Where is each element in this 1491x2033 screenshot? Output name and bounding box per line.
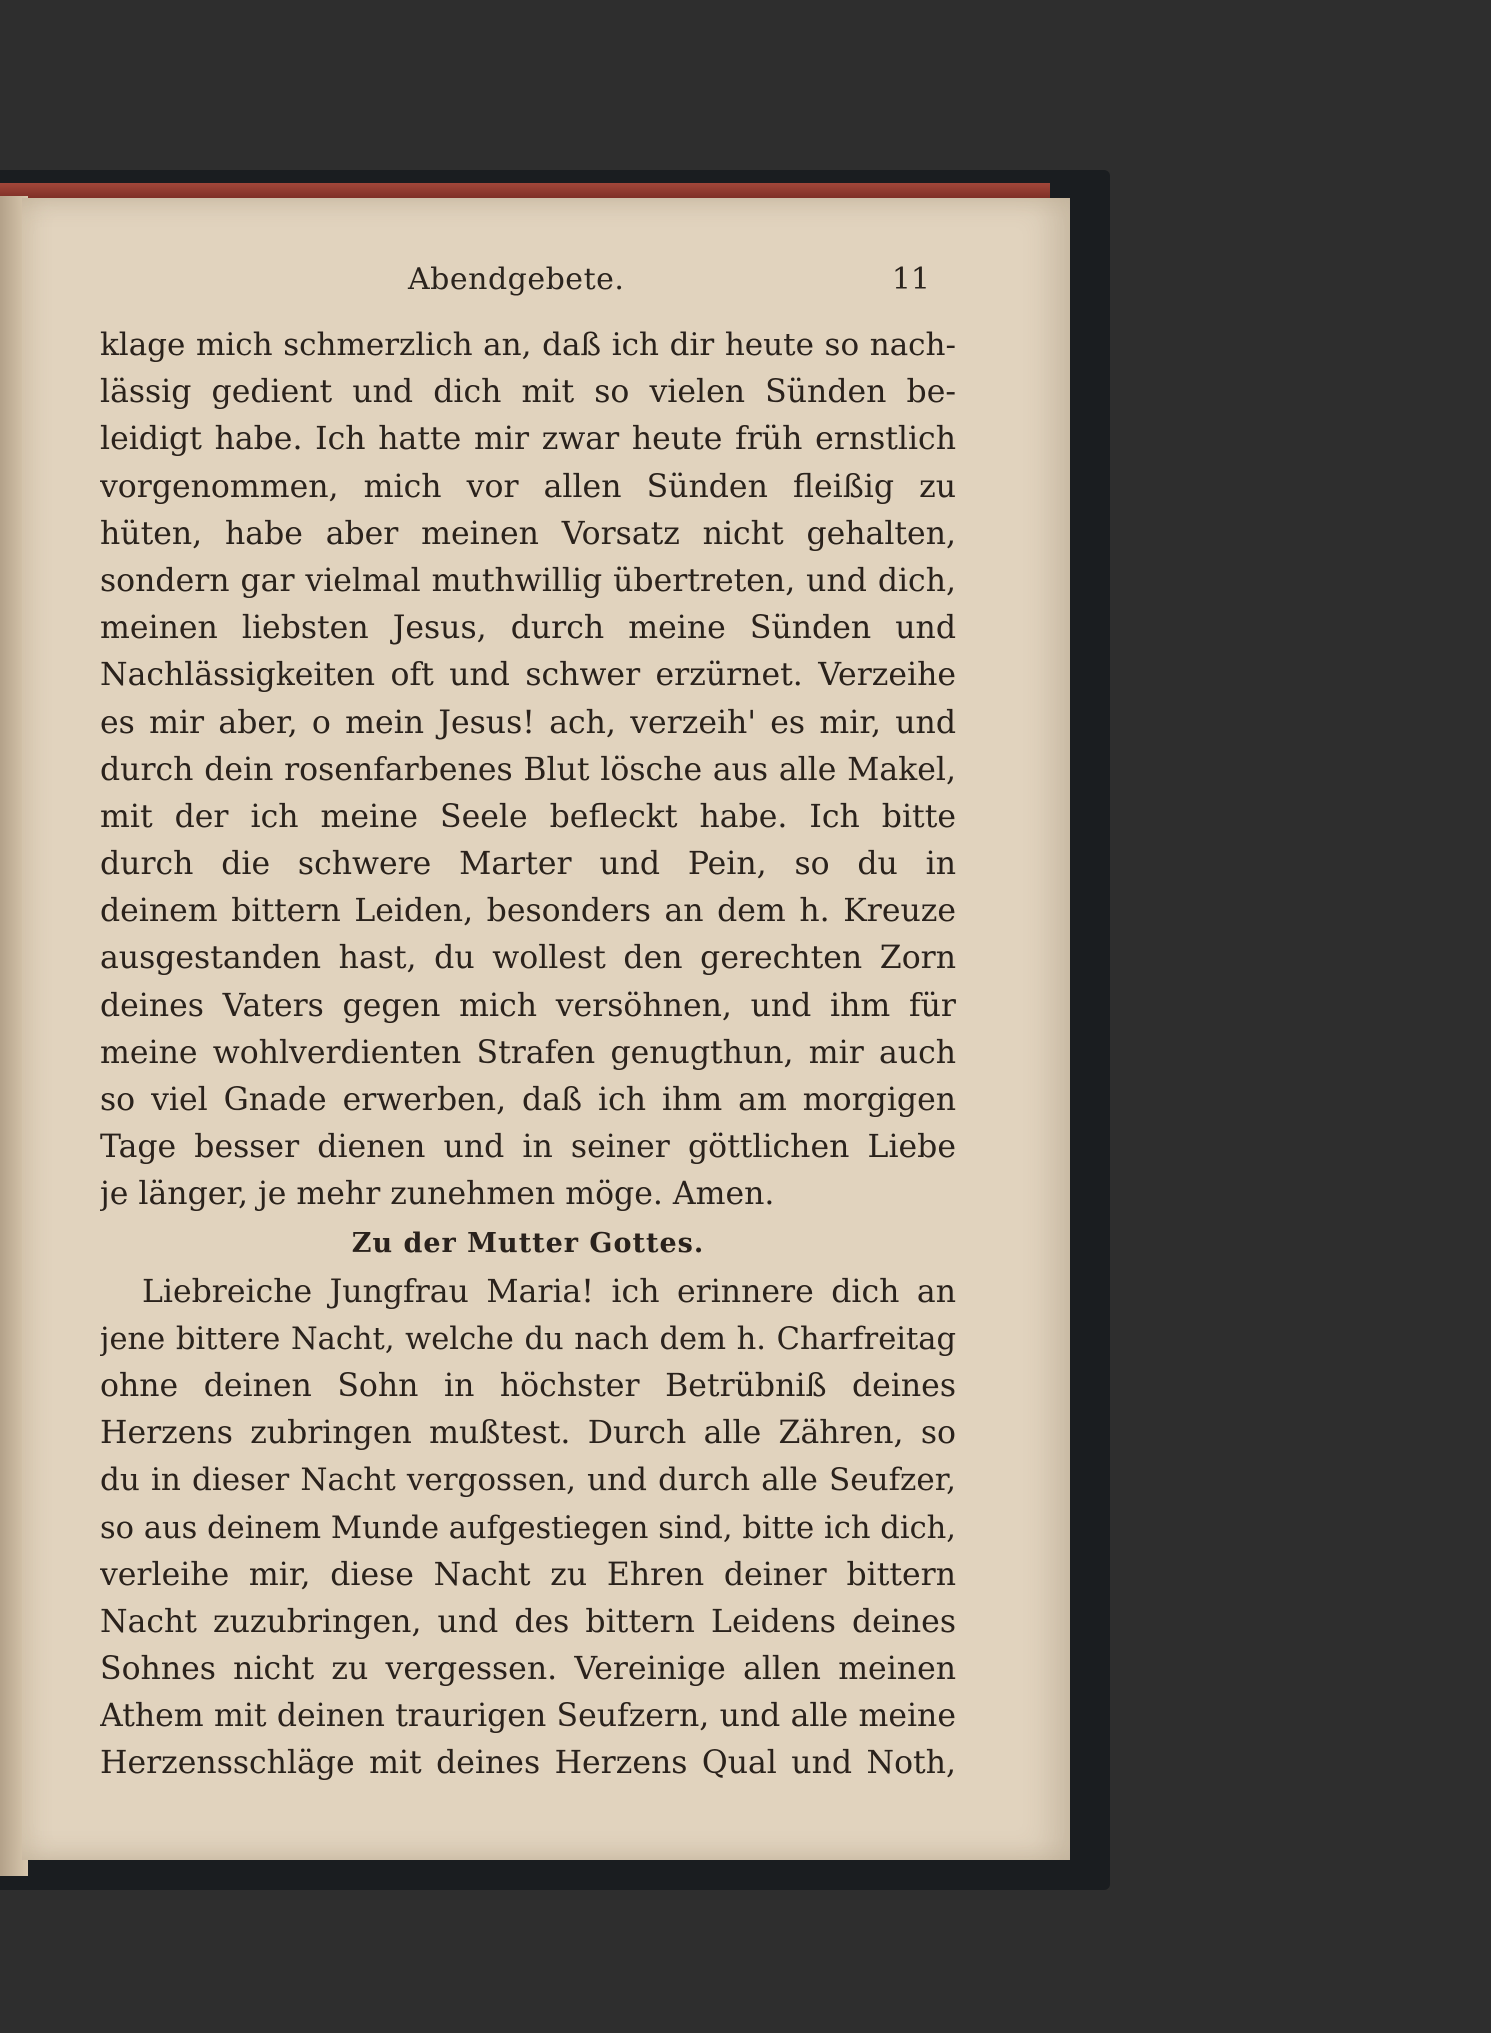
text-line: Nachlässigkeiten oft und schwer erzürnet. Verzeihe <box>100 657 956 694</box>
paragraph-evening-prayer <box>100 322 956 1219</box>
text-line: so viel Gnade erwerben, daß ich ihm am morgigen <box>100 1082 956 1118</box>
text-line: ohne deinen Sohn in höchster Betrübniß deines <box>100 1367 956 1404</box>
text-line: durch dein rosenfarbenes Blut lösche aus alle Makel, <box>100 751 956 788</box>
text-line: Herzens zubringen mußtest. Durch alle Zähren, so <box>100 1415 956 1452</box>
text-line: sondern gar vielmal muthwillig übertreten, und dich, <box>100 562 956 599</box>
text-line: durch die schwere Marter und Pein, so du in <box>100 846 956 883</box>
text-line: Herzensschläge mit deines Herzens Qual und Noth, <box>100 1745 956 1782</box>
text-line: Liebreiche Jungfrau Maria! ich erinnere dich an <box>142 1273 956 1310</box>
text-line: Sohnes nicht zu vergessen. Vereinige allen meinen <box>100 1651 956 1688</box>
book-edge-red <box>0 183 1050 199</box>
text-line: verleihe mir, diese Nacht zu Ehren deiner bittern <box>100 1556 956 1593</box>
text-line: Nacht zuzubringen, und des bittern Leidens deines <box>100 1603 956 1640</box>
text-line: es mir aber, o mein Jesus! ach, verzeih' es mir, und <box>100 704 956 741</box>
text-line: du in dieser Nacht vergossen, und durch alle Seufzer, <box>100 1462 956 1499</box>
text-line: so aus deinem Munde aufgestiegen sind, bitte ich dich, <box>100 1510 956 1546</box>
text-line: deinem bittern Leiden, besonders an dem h. Kreuze <box>100 893 956 930</box>
text-line: lässig gedient und dich mit so vielen Sünden be- <box>100 374 956 411</box>
text-line: Athem mit deinen traurigen Seufzern, und alle meine <box>100 1698 956 1735</box>
section-heading: Zu der Mutter Gottes. <box>351 1227 705 1259</box>
text-line: hüten, habe aber meinen Vorsatz nicht gehalten, <box>100 515 956 552</box>
text-line: deines Vaters gegen mich versöhnen, und ihm für <box>100 987 956 1024</box>
page-number: 11 <box>891 262 930 297</box>
page-header <box>100 262 930 322</box>
text-line: je länger, je mehr zunehmen möge. Amen. <box>100 1176 775 1213</box>
page-body <box>100 322 956 1788</box>
text-line: mit der ich meine Seele befleckt habe. Ich bitte <box>100 798 956 835</box>
text-line: leidigt habe. Ich hatte mir zwar heute früh ernstlich <box>100 421 956 458</box>
paragraph-mother-of-god <box>100 1269 956 1788</box>
text-line: vorgenommen, mich vor allen Sünden fleißig zu <box>100 468 956 505</box>
text-line: klage mich schmerzlich an, daß ich dir heute so nach- <box>100 327 956 363</box>
running-head: Abendgebete. <box>408 262 625 297</box>
text-line: Tage besser dienen und in seiner göttlichen Liebe <box>100 1129 956 1166</box>
text-line: ausgestanden hast, du wollest den gerechten Zorn <box>100 940 956 977</box>
text-line: meinen liebsten Jesus, durch meine Sünden und <box>100 610 956 647</box>
text-line: jene bittere Nacht, welche du nach dem h. Charfreitag <box>100 1321 956 1357</box>
text-line: meine wohlverdienten Strafen genugthun, mir auch <box>100 1034 956 1071</box>
